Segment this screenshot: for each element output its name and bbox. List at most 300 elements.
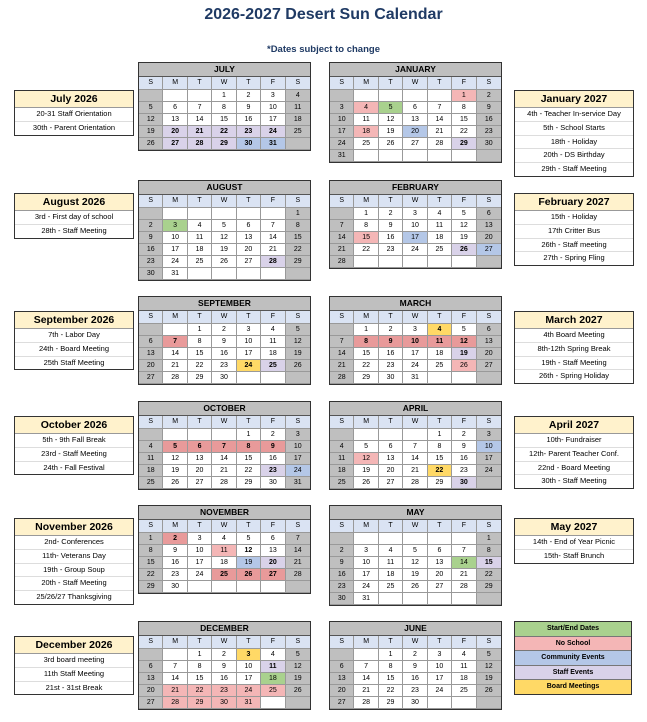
day-cell: 5 — [452, 324, 476, 336]
day-cell: 22 — [237, 465, 261, 477]
day-cell: 27 — [139, 372, 163, 384]
day-cell: 17 — [403, 232, 427, 244]
day-cell: 27 — [139, 697, 163, 709]
day-cell: 5 — [163, 441, 187, 453]
day-cell: 29 — [212, 138, 236, 150]
day-cell: 22 — [379, 685, 403, 697]
event-box-title: April 2027 — [515, 417, 633, 434]
day-cell: 11 — [379, 557, 403, 569]
empty-cell — [354, 649, 378, 661]
month-grid — [330, 311, 501, 384]
day-cell: 7 — [261, 220, 285, 232]
empty-cell — [188, 90, 212, 102]
day-cell: 6 — [139, 661, 163, 673]
day-cell: 26 — [212, 256, 236, 268]
day-cell: 28 — [428, 138, 452, 150]
day-cell: 22 — [212, 126, 236, 138]
weekday-label: W — [212, 520, 236, 533]
day-cell: 21 — [330, 244, 354, 256]
day-cell: 23 — [261, 465, 285, 477]
day-cell: 24 — [403, 244, 427, 256]
month-grid — [139, 636, 310, 709]
day-cell: 12 — [452, 220, 476, 232]
weekday-label: W — [212, 77, 236, 90]
day-cell: 8 — [452, 102, 476, 114]
day-cell: 30 — [379, 372, 403, 384]
day-cell: 8 — [354, 336, 378, 348]
day-cell: 6 — [163, 102, 187, 114]
weekday-label: S — [286, 195, 310, 208]
day-cell: 3 — [163, 220, 187, 232]
weekday-label: S — [330, 636, 354, 649]
day-cell: 6 — [237, 220, 261, 232]
day-cell: 5 — [477, 649, 501, 661]
day-cell: 20 — [403, 126, 427, 138]
empty-cell — [403, 429, 427, 441]
day-cell: 21 — [163, 685, 187, 697]
weekday-label: W — [403, 520, 427, 533]
month-header: SEPTEMBER — [139, 297, 310, 311]
weekday-label: M — [354, 195, 378, 208]
day-cell: 21 — [452, 569, 476, 581]
day-cell: 2 — [139, 220, 163, 232]
events-february — [514, 193, 634, 266]
weekday-label: M — [163, 195, 187, 208]
day-cell: 16 — [261, 453, 285, 465]
weekday-label: T — [237, 311, 261, 324]
day-cell: 10 — [403, 220, 427, 232]
weekday-label: T — [428, 195, 452, 208]
day-cell: 4 — [286, 90, 310, 102]
day-cell: 22 — [286, 244, 310, 256]
empty-cell — [379, 90, 403, 102]
weekday-label: S — [286, 311, 310, 324]
day-cell: 2 — [452, 429, 476, 441]
day-cell: 16 — [379, 348, 403, 360]
day-cell: 4 — [261, 324, 285, 336]
event-line: 17th Critter Bus — [515, 225, 633, 239]
day-cell: 26 — [379, 138, 403, 150]
event-box-title: January 2027 — [515, 91, 633, 108]
day-cell: 24 — [237, 685, 261, 697]
day-cell: 7 — [330, 220, 354, 232]
empty-cell — [428, 697, 452, 709]
day-cell: 27 — [477, 244, 501, 256]
weekday-label: T — [379, 195, 403, 208]
event-box-title: November 2026 — [15, 519, 133, 536]
month-july — [138, 62, 311, 151]
month-grid — [330, 636, 501, 709]
empty-cell — [286, 372, 310, 384]
day-cell: 3 — [237, 649, 261, 661]
day-cell: 6 — [261, 533, 285, 545]
day-cell: 8 — [286, 220, 310, 232]
weekday-label: W — [212, 195, 236, 208]
empty-cell — [354, 533, 378, 545]
day-cell: 15 — [477, 557, 501, 569]
day-cell: 7 — [330, 336, 354, 348]
day-cell: 17 — [403, 348, 427, 360]
weekday-label: S — [477, 520, 501, 533]
empty-cell — [188, 429, 212, 441]
event-box-title: October 2026 — [15, 417, 133, 434]
day-cell: 20 — [379, 465, 403, 477]
empty-cell — [261, 697, 285, 709]
day-cell: 2 — [403, 649, 427, 661]
event-line: 4th Board Meeting — [515, 329, 633, 343]
empty-cell — [286, 138, 310, 150]
day-cell: 29 — [188, 372, 212, 384]
day-cell: 14 — [330, 348, 354, 360]
day-cell: 26 — [163, 477, 187, 489]
weekday-label: F — [452, 195, 476, 208]
day-cell: 27 — [428, 581, 452, 593]
day-cell: 24 — [330, 138, 354, 150]
event-box-title: March 2027 — [515, 312, 633, 329]
empty-cell — [428, 593, 452, 605]
day-cell: 30 — [139, 268, 163, 280]
weekday-label: S — [330, 77, 354, 90]
day-cell: 14 — [452, 557, 476, 569]
day-cell: 29 — [354, 372, 378, 384]
event-line: 3rd board meeting — [15, 654, 133, 668]
day-cell: 23 — [379, 360, 403, 372]
month-header: JANUARY — [330, 63, 501, 77]
month-august — [138, 180, 311, 281]
weekday-label: T — [237, 195, 261, 208]
day-cell: 9 — [212, 336, 236, 348]
weekday-label: T — [379, 77, 403, 90]
day-cell: 12 — [212, 232, 236, 244]
day-cell: 19 — [354, 465, 378, 477]
weekday-label: M — [163, 520, 187, 533]
weekday-label: M — [354, 77, 378, 90]
month-january — [329, 62, 502, 163]
empty-cell — [403, 256, 427, 268]
events-november — [14, 518, 134, 605]
day-cell: 21 — [286, 557, 310, 569]
day-cell: 2 — [330, 545, 354, 557]
day-cell: 12 — [477, 661, 501, 673]
empty-cell — [188, 581, 212, 593]
empty-cell — [428, 90, 452, 102]
day-cell: 11 — [188, 232, 212, 244]
day-cell: 17 — [188, 557, 212, 569]
event-line: 27th - Spring Fling — [543, 253, 605, 263]
weekday-label: W — [403, 636, 427, 649]
day-cell: 25 — [452, 685, 476, 697]
day-cell: 7 — [452, 545, 476, 557]
day-cell: 6 — [403, 102, 427, 114]
event-line: 29th - Staff Meeting — [541, 164, 607, 174]
day-cell: 22 — [354, 244, 378, 256]
event-line: 15th - Holiday — [515, 211, 633, 225]
day-cell: 30 — [212, 697, 236, 709]
day-cell: 21 — [428, 126, 452, 138]
empty-cell — [139, 208, 163, 220]
event-line: 24th - Board Meeting — [15, 343, 133, 357]
day-cell: 29 — [286, 256, 310, 268]
day-cell: 4 — [139, 441, 163, 453]
day-cell: 27 — [163, 138, 187, 150]
day-cell: 10 — [188, 545, 212, 557]
legend-item-community: Community Events — [515, 651, 631, 666]
day-cell: 8 — [212, 102, 236, 114]
day-cell: 4 — [452, 649, 476, 661]
empty-cell — [330, 649, 354, 661]
day-cell: 19 — [379, 126, 403, 138]
event-line: 24th - Fall Festival — [43, 462, 105, 472]
day-cell: 3 — [330, 102, 354, 114]
empty-cell — [237, 372, 261, 384]
day-cell: 16 — [452, 453, 476, 465]
day-cell: 2 — [212, 649, 236, 661]
event-box-title: February 2027 — [515, 194, 633, 211]
weekday-label: S — [330, 311, 354, 324]
day-cell: 10 — [477, 441, 501, 453]
weekday-label: T — [237, 636, 261, 649]
day-cell: 13 — [379, 453, 403, 465]
day-cell: 12 — [286, 336, 310, 348]
day-cell: 10 — [403, 336, 427, 348]
empty-cell — [212, 208, 236, 220]
day-cell: 26 — [286, 685, 310, 697]
empty-cell — [261, 268, 285, 280]
day-cell: 22 — [188, 685, 212, 697]
day-cell: 24 — [261, 126, 285, 138]
day-cell: 31 — [286, 477, 310, 489]
day-cell: 8 — [428, 441, 452, 453]
month-february — [329, 180, 502, 269]
empty-cell — [428, 533, 452, 545]
day-cell: 1 — [188, 649, 212, 661]
month-header: OCTOBER — [139, 402, 310, 416]
day-cell: 25 — [261, 685, 285, 697]
empty-cell — [188, 268, 212, 280]
day-cell: 21 — [330, 360, 354, 372]
day-cell: 23 — [403, 685, 427, 697]
day-cell: 26 — [477, 685, 501, 697]
day-cell: 13 — [403, 114, 427, 126]
day-cell: 6 — [428, 545, 452, 557]
day-cell: 19 — [477, 673, 501, 685]
weekday-label: F — [452, 77, 476, 90]
weekday-label: S — [477, 636, 501, 649]
day-cell: 25 — [212, 569, 236, 581]
empty-cell — [286, 581, 310, 593]
day-cell: 12 — [163, 453, 187, 465]
day-cell: 19 — [163, 465, 187, 477]
day-cell: 24 — [428, 685, 452, 697]
day-cell: 7 — [212, 441, 236, 453]
weekday-label: T — [237, 77, 261, 90]
weekday-label: S — [139, 195, 163, 208]
day-cell: 12 — [237, 545, 261, 557]
day-cell: 28 — [212, 477, 236, 489]
events-january — [514, 90, 634, 177]
day-cell: 19 — [237, 557, 261, 569]
event-line: 12th- Parent Teacher Conf. — [515, 448, 633, 462]
day-cell: 13 — [477, 336, 501, 348]
day-cell: 27 — [188, 477, 212, 489]
day-cell: 30 — [477, 138, 501, 150]
events-august — [14, 193, 134, 239]
day-cell: 2 — [261, 429, 285, 441]
day-cell: 31 — [261, 138, 285, 150]
event-line: 7th - Labor Day — [15, 329, 133, 343]
event-line: 11th Staff Meeting — [15, 668, 133, 682]
day-cell: 6 — [477, 208, 501, 220]
day-cell: 24 — [403, 360, 427, 372]
day-cell: 29 — [477, 581, 501, 593]
month-october — [138, 401, 311, 490]
day-cell: 6 — [330, 661, 354, 673]
day-cell: 4 — [428, 208, 452, 220]
day-cell: 30 — [403, 697, 427, 709]
day-cell: 6 — [477, 324, 501, 336]
day-cell: 16 — [477, 114, 501, 126]
day-cell: 24 — [477, 465, 501, 477]
weekday-label: S — [139, 77, 163, 90]
month-grid — [330, 195, 501, 268]
day-cell: 20 — [139, 360, 163, 372]
weekday-label: S — [139, 416, 163, 429]
day-cell: 6 — [379, 441, 403, 453]
day-cell: 16 — [379, 232, 403, 244]
day-cell: 28 — [163, 372, 187, 384]
weekday-label: M — [354, 520, 378, 533]
page-title: 2026-2027 Desert Sun Calendar — [204, 6, 443, 23]
month-header: FEBRUARY — [330, 181, 501, 195]
day-cell: 16 — [212, 348, 236, 360]
empty-cell — [379, 256, 403, 268]
day-cell: 10 — [354, 557, 378, 569]
day-cell: 27 — [379, 477, 403, 489]
day-cell: 28 — [188, 138, 212, 150]
day-cell: 22 — [452, 126, 476, 138]
empty-cell — [139, 90, 163, 102]
weekday-label: F — [452, 311, 476, 324]
day-cell: 25 — [286, 126, 310, 138]
day-cell: 20 — [139, 685, 163, 697]
day-cell: 12 — [139, 114, 163, 126]
day-cell: 25 — [139, 477, 163, 489]
day-cell: 23 — [212, 685, 236, 697]
day-cell: 12 — [379, 114, 403, 126]
day-cell: 11 — [354, 114, 378, 126]
empty-cell — [477, 477, 501, 489]
day-cell: 14 — [261, 232, 285, 244]
day-cell: 8 — [188, 336, 212, 348]
empty-cell — [139, 429, 163, 441]
day-cell: 9 — [379, 220, 403, 232]
empty-cell — [163, 90, 187, 102]
day-cell: 11 — [452, 661, 476, 673]
day-cell: 2 — [379, 208, 403, 220]
event-line: 11th- Veterans Day — [15, 550, 133, 564]
empty-cell — [139, 324, 163, 336]
day-cell: 5 — [139, 102, 163, 114]
day-cell: 4 — [354, 102, 378, 114]
day-cell: 12 — [354, 453, 378, 465]
weekday-label: T — [188, 77, 212, 90]
weekday-label: M — [163, 636, 187, 649]
weekday-label: S — [139, 520, 163, 533]
day-cell: 4 — [261, 649, 285, 661]
day-cell: 15 — [139, 557, 163, 569]
event-line: 20th - Staff Meeting — [15, 577, 133, 591]
day-cell: 13 — [261, 545, 285, 557]
weekday-label: S — [139, 311, 163, 324]
event-line: 25th Staff Meeting — [43, 357, 105, 367]
day-cell: 5 — [237, 533, 261, 545]
day-cell: 5 — [212, 220, 236, 232]
day-cell: 12 — [452, 336, 476, 348]
day-cell: 11 — [286, 102, 310, 114]
day-cell: 7 — [163, 661, 187, 673]
day-cell: 7 — [163, 336, 187, 348]
day-cell: 15 — [379, 673, 403, 685]
month-grid — [330, 416, 501, 489]
event-line: 30th - Parent Orientation — [32, 122, 116, 132]
events-july — [14, 90, 134, 136]
event-box-title: May 2027 — [515, 519, 633, 536]
day-cell: 15 — [428, 453, 452, 465]
empty-cell — [237, 268, 261, 280]
month-grid — [139, 77, 310, 150]
month-november — [138, 505, 311, 594]
day-cell: 30 — [237, 138, 261, 150]
empty-cell — [379, 150, 403, 162]
events-december — [14, 636, 134, 695]
events-october — [14, 416, 134, 475]
day-cell: 29 — [379, 697, 403, 709]
day-cell: 28 — [452, 581, 476, 593]
empty-cell — [286, 697, 310, 709]
event-line: 26th - Spring Holiday — [538, 371, 610, 381]
weekday-label: W — [403, 311, 427, 324]
day-cell: 18 — [330, 465, 354, 477]
event-line: 23rd - Staff Meeting — [15, 448, 133, 462]
empty-cell — [261, 372, 285, 384]
day-cell: 14 — [354, 673, 378, 685]
day-cell: 15 — [188, 348, 212, 360]
day-cell: 13 — [477, 220, 501, 232]
event-line: 3rd - First day of school — [15, 211, 133, 225]
legend-item-noschool: No School — [515, 637, 631, 652]
day-cell: 29 — [428, 477, 452, 489]
empty-cell — [354, 256, 378, 268]
event-line: 10th- Fundraiser — [515, 434, 633, 448]
empty-cell — [163, 324, 187, 336]
day-cell: 7 — [428, 102, 452, 114]
day-cell: 10 — [237, 336, 261, 348]
weekday-label: T — [188, 520, 212, 533]
day-cell: 25 — [261, 360, 285, 372]
day-cell: 19 — [139, 126, 163, 138]
day-cell: 5 — [379, 102, 403, 114]
weekday-label: W — [212, 416, 236, 429]
day-cell: 15 — [286, 232, 310, 244]
empty-cell — [237, 581, 261, 593]
day-cell: 23 — [163, 569, 187, 581]
empty-cell — [354, 90, 378, 102]
day-cell: 13 — [139, 673, 163, 685]
month-grid — [139, 195, 310, 280]
day-cell: 17 — [286, 453, 310, 465]
day-cell: 20 — [428, 569, 452, 581]
day-cell: 27 — [237, 256, 261, 268]
